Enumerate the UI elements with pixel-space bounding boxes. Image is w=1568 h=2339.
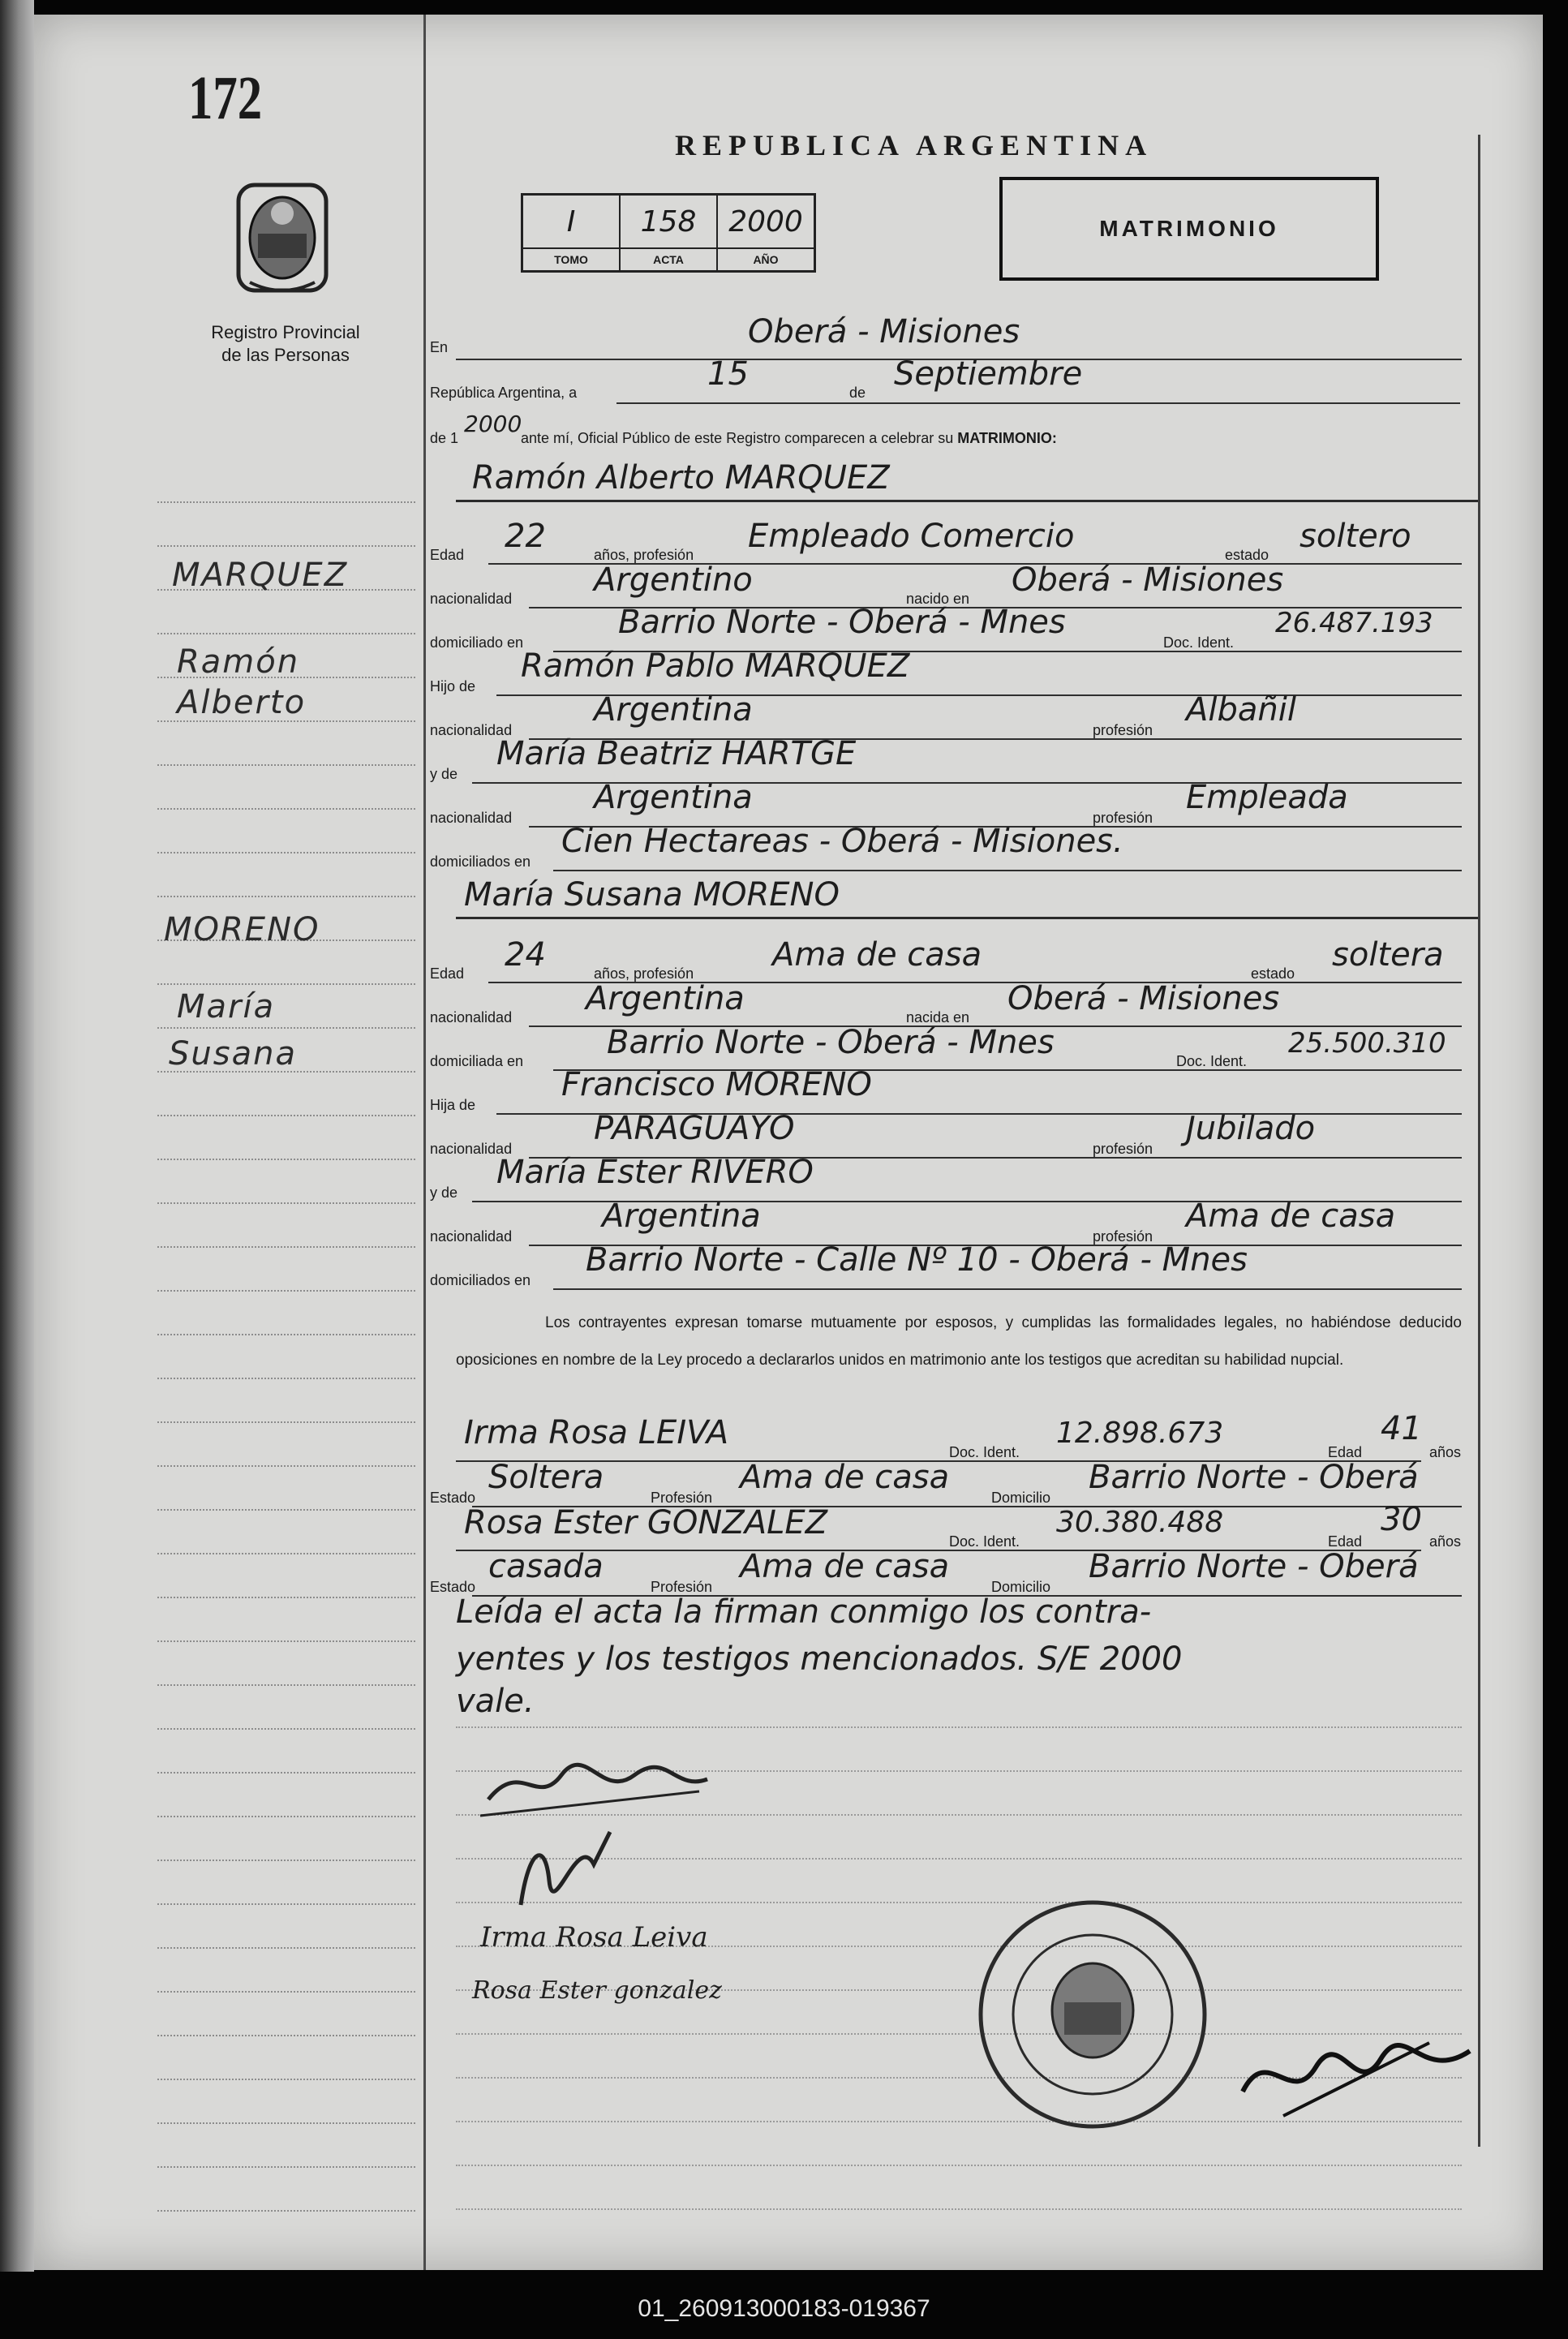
margin-rule [157, 1947, 415, 1949]
body-rule [456, 2208, 1462, 2210]
en-label: En [430, 339, 449, 355]
margin-rule [157, 1772, 415, 1774]
groom-name: Ramón Alberto MARQUEZ [472, 459, 890, 497]
margin-rule [157, 501, 415, 503]
reference-table [521, 193, 816, 273]
acta-value: 158 [620, 195, 717, 249]
bride-civil-status: soltera [1332, 936, 1444, 974]
witness1-anos-label: años [1429, 1444, 1462, 1460]
right-margin-line [1478, 135, 1480, 2147]
margin-rule [157, 1860, 415, 1861]
groom-nacionalidad-label: nacionalidad [430, 591, 513, 607]
bride-mother-nac-label: nacionalidad [430, 1228, 513, 1245]
groom-mother-prof-label: profesión [1093, 810, 1153, 826]
witness1-profesion-label: Profesión [651, 1490, 713, 1506]
witness1-domicilio-label: Domicilio [991, 1490, 1051, 1506]
bride-name: María Susana MORENO [464, 876, 840, 914]
margin-rule [157, 1246, 415, 1248]
bride-domiciliados-label: domiciliados en [430, 1272, 531, 1288]
month-value: Septiembre [894, 355, 1083, 393]
groom-edad-label: Edad [430, 547, 465, 563]
witness2-domicilio-label: Domicilio [991, 1579, 1051, 1595]
anio-value: 2000 [717, 195, 815, 249]
margin-rule [157, 1378, 415, 1379]
closing-note-line-3: vale. [456, 1683, 535, 1720]
signature-scribble-1 [472, 1743, 732, 1921]
bride-doc: 25.500.310 [1288, 1027, 1446, 1060]
margin-rule [157, 1421, 415, 1423]
witness1-civil-status: Soltera [488, 1459, 604, 1496]
margin-groom-given-2: Alberto [177, 684, 307, 721]
margin-groom-surname: MARQUEZ [172, 557, 349, 594]
bride-yde-label: y de [430, 1185, 458, 1201]
day-value: 15 [707, 355, 749, 393]
groom-father-prof-label: profesión [1093, 722, 1153, 738]
margin-rule [157, 1903, 415, 1905]
groom-profesion-label: años, profesión [594, 547, 694, 563]
year-value: 2000 [464, 411, 522, 437]
margin-bride-given-2: Susana [169, 1035, 297, 1073]
margin-rule [157, 1728, 415, 1730]
margin-rule [157, 1991, 415, 1993]
margin-rule [157, 1159, 415, 1160]
margin-rule [157, 1202, 415, 1204]
margin-rule [157, 1465, 415, 1467]
witness2-doc: 30.380.488 [1056, 1506, 1224, 1539]
margin-rule [157, 1115, 415, 1116]
bride-mother: María Ester RIVERO [496, 1154, 814, 1191]
margin-rule [157, 2079, 415, 2080]
margin-rule [157, 1640, 415, 1642]
registry-name: Registro Provincial de las Personas [211, 322, 360, 365]
bride-domiciliada-label: domiciliada en [430, 1053, 524, 1069]
margin-rule [157, 2166, 415, 2168]
margin-rule [157, 983, 415, 985]
groom-profession: Empleado Comercio [748, 518, 1075, 555]
groom-domiciliados-label: domiciliados en [430, 853, 531, 870]
bride-age: 24 [505, 936, 546, 974]
groom-father-nac-label: nacionalidad [430, 722, 513, 738]
margin-rule [157, 896, 415, 897]
groom-yde-label: y de [430, 766, 458, 782]
groom-nationality: Argentino [594, 561, 753, 599]
register-page [34, 15, 1543, 2270]
margin-rule [157, 1509, 415, 1511]
document-title: REPUBLICA ARGENTINA [675, 129, 1153, 161]
groom-mother-profession: Empleada [1186, 779, 1348, 816]
bride-address: Barrio Norte - Oberá - Mnes [607, 1024, 1055, 1061]
tomo-value: I [522, 195, 621, 249]
margin-bride-surname: MORENO [164, 911, 320, 948]
witness1-name: Irma Rosa LEIVA [464, 1414, 729, 1451]
book-spine-edge [0, 0, 34, 2272]
groom-parents-address: Cien Hectareas - Oberá - Misiones. [561, 823, 1123, 860]
witness2-anos-label: años [1429, 1533, 1462, 1550]
de-label: de [849, 385, 866, 401]
groom-doc-label: Doc. Ident. [1163, 634, 1235, 651]
margin-rule [157, 545, 415, 547]
margin-rule [157, 633, 415, 634]
groom-domiciliado-label: domiciliado en [430, 634, 524, 651]
place-value: Oberá - Misiones [748, 313, 1020, 350]
tomo-label: TOMO [522, 248, 621, 272]
groom-father: Ramón Pablo MARQUEZ [521, 647, 910, 685]
declaration-text: Los contrayentes expresan tomarse mutuamente por esposos, y cumplidas las formalidades legales, no habiéndose deducido oposiciones en nombre de la Ley procedo a declararlos unidos en matrimonio ante los testigos que acreditan su habilidad nupcial. [456, 1314, 1462, 1369]
groom-civil-status: soltero [1300, 518, 1411, 555]
witness1-doc-label: Doc. Ident. [949, 1444, 1020, 1460]
witness2-civil-status: casada [488, 1548, 604, 1585]
bride-father-prof-label: profesión [1093, 1141, 1153, 1157]
republica-label: República Argentina, a [430, 385, 578, 401]
groom-mother: María Beatriz HARTGE [496, 735, 857, 772]
bride-profession: Ama de casa [772, 936, 982, 974]
margin-rule [157, 1290, 415, 1292]
bride-mother-nationality: Argentina [602, 1197, 761, 1235]
witness1-estado-label: Estado [430, 1490, 476, 1506]
groom-name-line [456, 500, 1478, 502]
groom-age: 22 [505, 518, 546, 555]
margin-rule [157, 2122, 415, 2124]
body-rule [456, 1726, 1462, 1728]
groom-estado-label: estado [1225, 547, 1269, 563]
margin-rule [157, 2210, 415, 2212]
record-type-box: MATRIMONIO [999, 177, 1379, 281]
image-id: 01_260913000183-019367 [638, 2294, 930, 2322]
witness1-age: 41 [1381, 1410, 1422, 1447]
bride-estado-label: estado [1251, 965, 1295, 982]
groom-birthplace: Oberá - Misiones [1012, 561, 1284, 599]
bride-nacionalidad-label: nacionalidad [430, 1009, 513, 1025]
bride-edad-label: Edad [430, 965, 465, 982]
margin-rule [157, 2035, 415, 2036]
witness2-address: Barrio Norte - Oberá [1089, 1548, 1419, 1585]
anio-label: AÑO [717, 248, 815, 272]
bride-nationality: Argentina [586, 980, 745, 1017]
margin-rule [157, 1684, 415, 1686]
margin-groom-given-1: Ramón [177, 643, 300, 681]
witness2-name: Rosa Ester GONZALEZ [464, 1504, 828, 1541]
witness2-edad-label: Edad [1328, 1533, 1363, 1550]
closing-note-line-1: Leída el acta la firman conmigo los contra- [456, 1593, 1152, 1631]
acta-label: ACTA [620, 248, 717, 272]
year-prefix: de 1 [430, 430, 459, 446]
groom-mother-nationality: Argentina [594, 779, 753, 816]
signature-witness-1: Irma Rosa Leiva [480, 1921, 708, 1954]
rule [553, 870, 1462, 871]
witness2-profesion-label: Profesión [651, 1579, 713, 1595]
bride-father-nac-label: nacionalidad [430, 1141, 513, 1157]
intro-text: ante mí, Oficial Público de este Registro comparecen a celebrar su MATRIMONIO: [521, 430, 1057, 446]
bride-father: Francisco MORENO [561, 1066, 872, 1103]
official-signature-scribble [1235, 2027, 1478, 2124]
groom-nacido-label: nacido en [906, 591, 970, 607]
rule [553, 1288, 1462, 1290]
groom-doc: 26.487.193 [1275, 607, 1433, 639]
groom-mother-nac-label: nacionalidad [430, 810, 513, 826]
margin-rule [157, 1553, 415, 1554]
witness2-doc-label: Doc. Ident. [949, 1533, 1020, 1550]
margin-rule [157, 1027, 415, 1029]
groom-address: Barrio Norte - Oberá - Mnes [618, 604, 1066, 641]
body-rule [456, 2165, 1462, 2166]
date-line [616, 402, 1460, 404]
margin-bride-given-1: María [177, 988, 276, 1025]
margin-rule [157, 1334, 415, 1335]
groom-father-nationality: Argentina [594, 691, 753, 729]
witness2-profession: Ama de casa [740, 1548, 950, 1585]
groom-hijo-label: Hijo de [430, 678, 476, 694]
witness1-doc: 12.898.673 [1056, 1417, 1224, 1450]
bride-profesion-label: años, profesión [594, 965, 694, 982]
margin-rule [157, 1597, 415, 1598]
bride-hija-label: Hija de [430, 1097, 476, 1113]
coat-of-arms-icon [234, 177, 331, 299]
witness1-profession: Ama de casa [740, 1459, 950, 1496]
bride-mother-profession: Ama de casa [1186, 1197, 1396, 1235]
bride-doc-label: Doc. Ident. [1176, 1053, 1248, 1069]
margin-rule [157, 852, 415, 853]
bride-father-nationality: PARAGUAYO [594, 1110, 795, 1147]
margin-rule [157, 808, 415, 810]
witness2-estado-label: Estado [430, 1579, 476, 1595]
official-stamp-icon [975, 1897, 1210, 2132]
closing-note-line-2: yentes y los testigos mencionados. S/E 2000 [456, 1640, 1183, 1678]
groom-father-profession: Albañil [1186, 691, 1296, 729]
page-number: 172 [188, 64, 263, 132]
bride-mother-prof-label: profesión [1093, 1228, 1153, 1245]
margin-rule [157, 764, 415, 766]
bride-father-profession: Jubilado [1186, 1110, 1316, 1147]
bride-parents-address: Barrio Norte - Calle Nº 10 - Oberá - Mnes [586, 1241, 1248, 1279]
signature-witness-2: Rosa Ester gonzalez [472, 1976, 722, 2005]
witness1-edad-label: Edad [1328, 1444, 1363, 1460]
witness1-address: Barrio Norte - Oberá [1089, 1459, 1419, 1496]
column-divider [423, 15, 426, 2270]
witness2-age: 30 [1381, 1501, 1422, 1538]
bride-nacida-label: nacida en [906, 1009, 970, 1025]
bride-birthplace: Oberá - Misiones [1007, 980, 1280, 1017]
bride-name-line [456, 917, 1478, 919]
margin-rule [157, 1816, 415, 1817]
